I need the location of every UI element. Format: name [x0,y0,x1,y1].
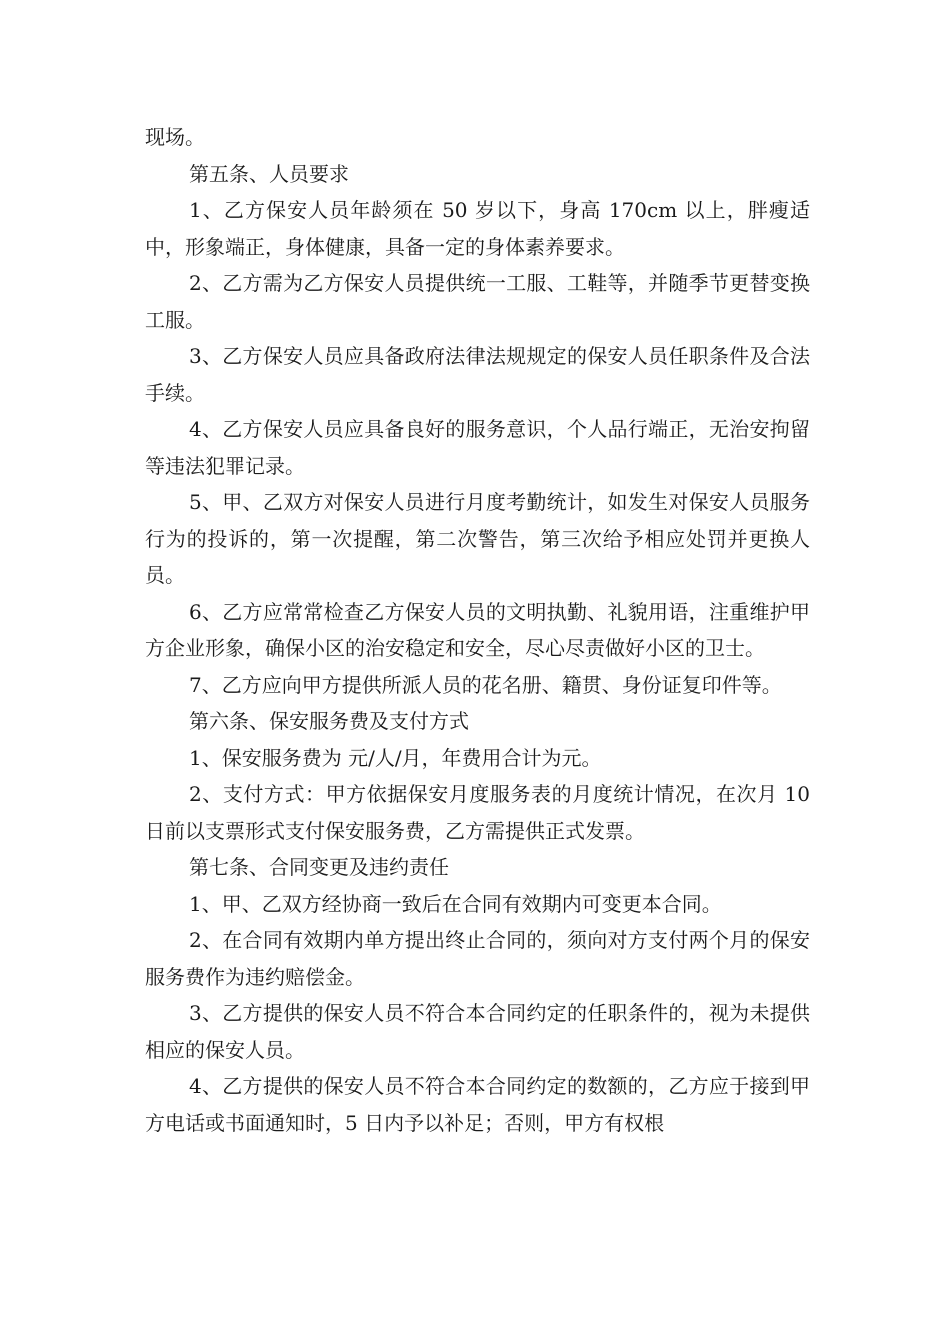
paragraph: 1、甲、乙双方经协商一致后在合同有效期内可变更本合同。 [189,891,722,916]
paragraph: 4、乙方保安人员应具备良好的服务意识，个人品行端正，无治安拘留等违法犯罪记录。 [145,417,810,478]
paragraph: 6、乙方应常常检查乙方保安人员的文明执勤、礼貌用语，注重维护甲方企业形象，确保小区的治安稳定和安全，尽心尽责做好小区的卫士。 [145,599,810,660]
paragraph: 现场。 [145,125,205,149]
paragraph: 1、乙方保安人员年龄须在 50 岁以下，身高 170cm 以上，胖瘦适中，形象端正，身体健康，具备一定的身体素养要求。 [145,198,810,259]
section-heading-5: 第五条、人员要求 [189,161,349,186]
paragraph: 3、乙方提供的保安人员不符合本合同约定的任职条件的，视为未提供相应的保安人员。 [145,1001,810,1062]
section-heading-6: 第六条、保安服务费及支付方式 [189,709,469,733]
paragraph: 2、支付方式：甲方依据保安月度服务表的月度统计情况，在次月 10 日前以支票形式支付保安服务费，乙方需提供正式发票。 [145,782,810,843]
paragraph: 2、乙方需为乙方保安人员提供统一工服、工鞋等，并随季节更替变换工服。 [145,271,810,332]
section-heading-7: 第七条、合同变更及违约责任 [189,855,449,879]
paragraph: 2、在合同有效期内单方提出终止合同的，须向对方支付两个月的保安服务费作为违约赔偿金。 [145,928,810,989]
paragraph: 5、甲、乙双方对保安人员进行月度考勤统计，如发生对保安人员服务行为的投诉的，第一次提醒，第二次警告，第三次给予相应处罚并更换人员。 [145,490,810,587]
paragraph: 4、乙方提供的保安人员不符合本合同约定的数额的，乙方应于接到甲方电话或书面通知时，5 日内予以补足；否则，甲方有权根 [145,1074,810,1135]
paragraph: 1、保安服务费为 元/人/月，年费用合计为元。 [189,745,602,770]
paragraph: 7、乙方应向甲方提供所派人员的花名册、籍贯、身份证复印件等。 [189,672,782,697]
paragraph: 3、乙方保安人员应具备政府法律法规规定的保安人员任职条件及合法手续。 [145,344,810,405]
document-body [145,119,810,1141]
